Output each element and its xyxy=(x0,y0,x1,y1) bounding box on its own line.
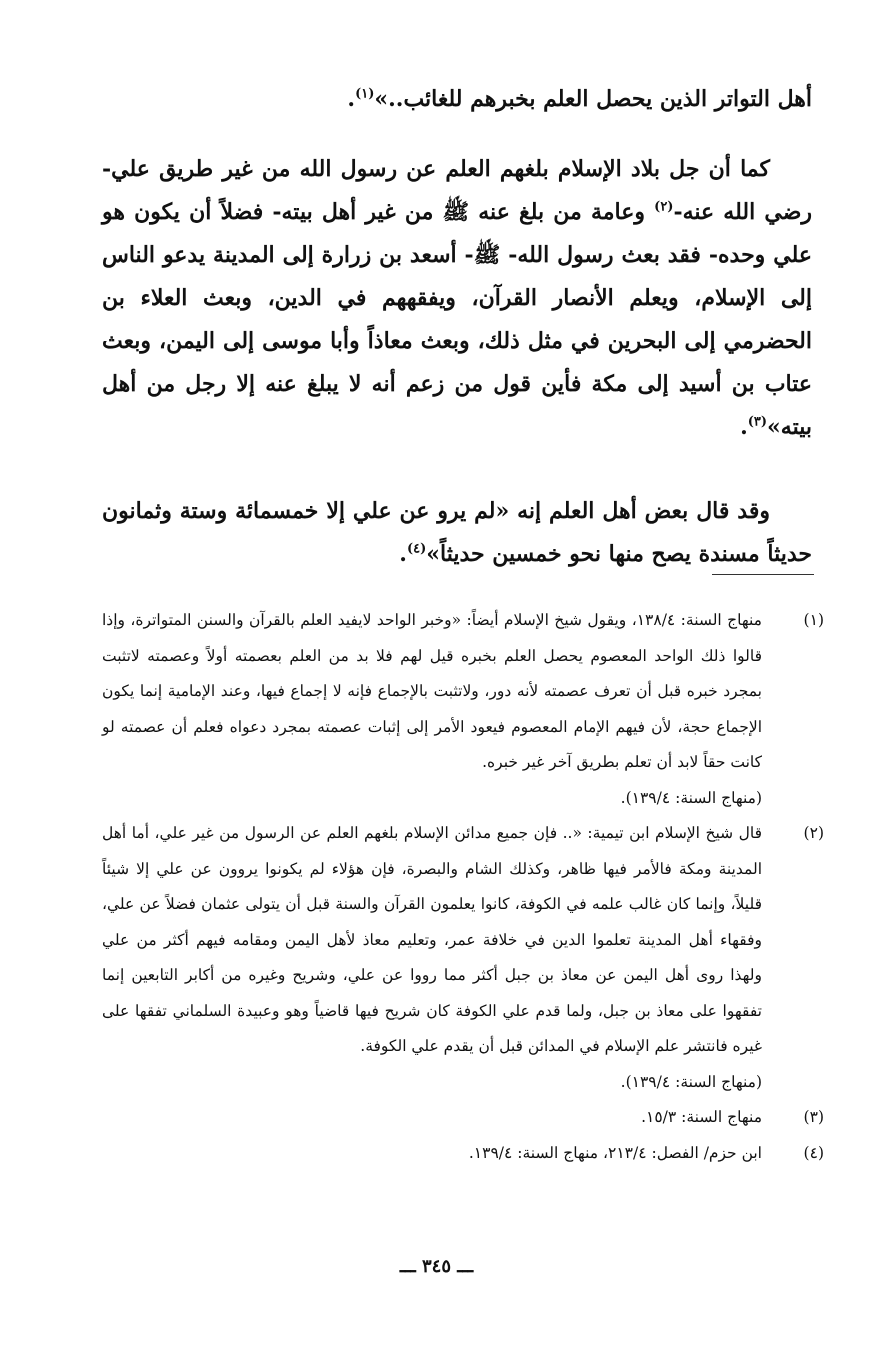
body-paragraph-3 xyxy=(102,490,812,576)
footnote-number: (٣) xyxy=(803,1108,824,1126)
footnote-text: منهاج السنة: ١٥/٣. xyxy=(641,1108,762,1126)
paragraph-end: . xyxy=(347,86,356,112)
footnote-number: (٢) xyxy=(803,824,824,842)
footnote-body xyxy=(102,603,762,816)
paragraph-text: وقد قال بعض أهل العلم إنه «لم يرو عن علي إلا خمسمائة وستة وثمانون حديثاً مسندة يصح منها نحو خمسين حديثاً» xyxy=(102,498,812,567)
footnote-ref-3: (٣) xyxy=(747,414,768,430)
footnote-4 xyxy=(102,1136,824,1172)
footnote-1 xyxy=(102,603,824,816)
page-number: ـــ ٣٤٥ ـــ xyxy=(399,1256,474,1277)
body-paragraph-1 xyxy=(102,78,812,121)
paragraph-end: . xyxy=(399,541,407,567)
footnote-text: ابن حزم/ الفصل: ٢١٣/٤، منهاج السنة: ١٣٩/٤. xyxy=(468,1143,762,1162)
footnote-text: قال شيخ الإسلام ابن تيمية: «.. فإن جميع مدائن الإسلام بلغهم العلم عن الرسول من غير علي، أما أهل المدينة ومكة فالأمر فيها ظاهر، وكذلك الشام والبصرة، فإن هؤلاء لم يكونوا يروون عن علي إلا شيئاً قليلاً، وإنما كان غالب علمه في الكوفة، كانوا يعلمون القرآن والسنة قبل أن يتولى عثمان فضلاً عن علي، وفقهاء أهل المدينة تعلموا الدين في خلافة عمر، وتعليم معاذ لأهل اليمن ومقامه فيهم أكثر من علي ولهذا روى أهل اليمن عن معاذ بن جبل أكثر مما رووا عن علي، وشريح وغيره من أكابر التابعين إنما تفقهوا على معاذ بن جبل، ولما قدم علي الكوفة كان شريح فيها قاضياً وهو وعبيدة السلماني تفقها على غيره فانتشر علم الإسلام في المدائن قبل أن يقدم علي الكوفة. xyxy=(102,824,762,1055)
footnote-2 xyxy=(102,816,824,1100)
footnote-number: (١) xyxy=(803,611,824,629)
footnote-body xyxy=(102,816,762,1100)
footnote-ref-1: (١) xyxy=(355,86,375,102)
footnote-number: (٤) xyxy=(803,1143,824,1162)
footnote-divider xyxy=(712,574,814,575)
footnote-3 xyxy=(102,1100,824,1136)
footnotes xyxy=(102,603,824,1171)
footnote-ref-4: (٤) xyxy=(406,541,427,557)
paragraph-text: أهل التواتر الذين يحصل العلم بخبرهم للغائب..» xyxy=(374,86,812,112)
paragraph-end: . xyxy=(740,414,748,440)
body-paragraph-2 xyxy=(102,148,812,449)
footnote-source: (منهاج السنة: ١٣٩/٤). xyxy=(620,788,762,807)
paragraph-text: كما أن جل بلاد الإسلام بلغهم العلم عن رسول الله من غير طريق علي- رضي الله عنه- xyxy=(102,156,812,225)
paragraph-text: وعامة من بلغ عنه ﷺ من غير أهل بيته- فضلاً أن يكون هو علي وحده- فقد بعث رسول الله- ﷺ- أسعد بن زرارة إلى المدينة يدعو الناس إلى الإسلام، ويعلم الأنصار القرآن، ويفقههم في الدين، وبعث العلاء بن الحضرمي إلى البحرين في مثل ذلك، وبعث معاذاً وأبا موسى إلى اليمن، وبعث عتاب بن أسيد إلى مكة فأين قول من زعم أنه لا يبلغ عنه إلا رجل من أهل بيته» xyxy=(102,199,812,440)
footnote-ref-2: (٢) xyxy=(654,199,674,215)
footnote-source: (منهاج السنة: ١٣٩/٤). xyxy=(620,1072,762,1091)
footnote-text: منهاج السنة: ١٣٨/٤، ويقول شيخ الإسلام أيضاً: «وخبر الواحد لايفيد العلم بالقرآن والسنن المتواترة، وإذا قالوا ذلك الواحد المعصوم يحصل العلم بخبره قيل لهم فلا بد من العلم بعصمته أولاً وعصمته لاتثبت بمجرد خبره قبل أن تعرف عصمته لأنه دور، ولاتثبت بالإجماع فإنه لا إجماع فيها، وعند الإمامية إنما يكون الإجماع حجة، لأن فيهم الإمام المعصوم فيعود الأمر إلى إثبات عصمته بمجرد دعواه فعلم أن عصمته لو كانت حقاً لابد أن تعلم بطريق آخر غير خبره. xyxy=(102,611,762,771)
